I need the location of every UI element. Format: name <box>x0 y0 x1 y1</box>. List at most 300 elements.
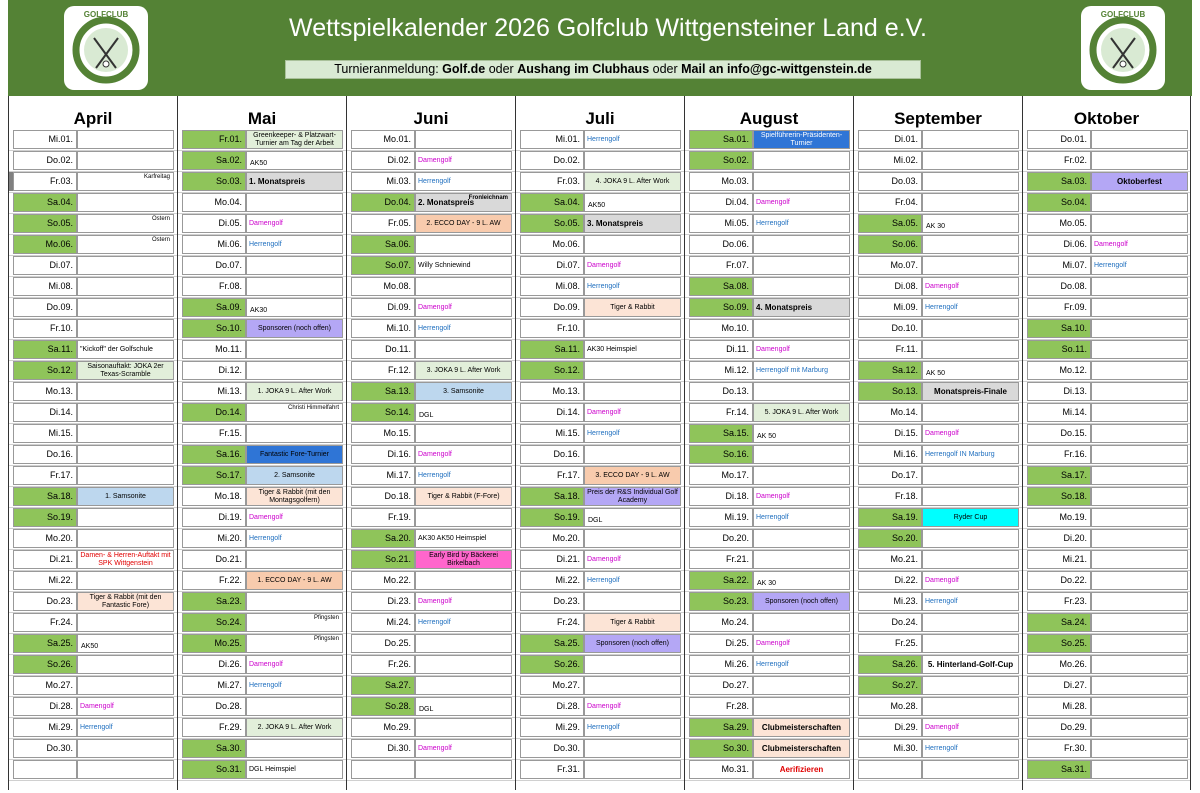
day-cell: Mi.26. <box>689 655 753 674</box>
logo-text: GOLFCLUB <box>83 10 129 19</box>
day-cell: Mi.05. <box>689 214 753 233</box>
event-cell <box>77 256 174 275</box>
event-cell <box>77 571 174 590</box>
day-cell: Fr.05. <box>351 214 415 233</box>
registration-info <box>285 60 921 79</box>
day-cell: Do.21. <box>182 550 246 569</box>
day-cell: Do.17. <box>858 466 922 485</box>
event-cell <box>922 760 1019 779</box>
day-cell: Mo.27. <box>13 676 77 695</box>
event-cell <box>753 676 850 695</box>
event-cell <box>415 529 512 548</box>
day-cell: Fr.29. <box>182 718 246 737</box>
event-cell <box>922 550 1019 569</box>
event-label: Saisonauftakt: JOKA 2er Texas-Scramble <box>87 362 164 378</box>
event-cell <box>246 760 343 779</box>
event-cell <box>415 655 512 674</box>
event-cell <box>246 655 343 674</box>
event-label: 1. Monatspreis <box>249 176 306 186</box>
registration-part: Aushang im Clubhaus <box>517 62 650 76</box>
event-cell <box>1091 193 1188 212</box>
day-cell: Mo.20. <box>520 529 584 548</box>
event-label: 5. Hinterland-Golf-Cup <box>927 659 1014 669</box>
event-label: Damengolf <box>418 597 452 605</box>
event-label: 4. Monatspreis <box>756 302 813 312</box>
event-cell <box>1091 256 1188 275</box>
day-cell: Sa.10. <box>1027 319 1091 338</box>
team-label: AK 50 <box>926 370 946 377</box>
day-cell: Fr.23. <box>1027 592 1091 611</box>
event-cell <box>246 571 343 590</box>
day-cell: So.11. <box>1027 340 1091 359</box>
day-cell: Mo.04. <box>182 193 246 212</box>
day-cell: Di.15. <box>858 424 922 443</box>
event-cell <box>922 382 1019 401</box>
day-cell: Sa.03. <box>1027 172 1091 191</box>
event-cell <box>922 697 1019 716</box>
event-cell <box>77 718 174 737</box>
event-label: Tiger & Rabbit (mit den Fantastic Fore) <box>89 593 162 609</box>
day-cell: Sa.27. <box>351 676 415 695</box>
event-cell <box>922 571 1019 590</box>
event-label: Damengolf <box>587 555 621 563</box>
day-cell: So.27. <box>858 676 922 695</box>
event-cell <box>753 655 850 674</box>
event-cell <box>77 655 174 674</box>
day-cell: Di.02. <box>351 151 415 170</box>
day-cell: Fr.10. <box>520 319 584 338</box>
month-column-april <box>8 96 177 790</box>
event-cell <box>246 256 343 275</box>
day-cell: So.03. <box>182 172 246 191</box>
day-cell: Mi.06. <box>182 235 246 254</box>
event-label: Tiger & Rabbit <box>610 618 655 626</box>
event-label: 1. Samsonite <box>105 492 146 500</box>
day-cell: So.19. <box>520 508 584 527</box>
day-cell: Sa.16. <box>182 445 246 464</box>
day-cell: Mo.01. <box>351 130 415 149</box>
event-cell <box>922 235 1019 254</box>
day-cell: Fr.14. <box>689 403 753 422</box>
registration-part: Golf.de <box>442 62 486 76</box>
event-label: Tiger & Rabbit <box>610 303 655 311</box>
event-cell <box>77 424 174 443</box>
day-cell: Sa.30. <box>182 739 246 758</box>
event-label: 2. JOKA 9 L. After Work <box>257 723 332 731</box>
day-cell: Mi.15. <box>520 424 584 443</box>
event-label: AK30 AK50 Heimspiel <box>418 534 487 542</box>
event-cell <box>1091 571 1188 590</box>
holiday-label: Pfingsten <box>313 615 339 621</box>
day-cell: Mi.01. <box>520 130 584 149</box>
event-cell <box>415 235 512 254</box>
event-cell <box>1091 676 1188 695</box>
day-cell: Mi.13. <box>182 382 246 401</box>
day-cell: So.26. <box>520 655 584 674</box>
day-cell: Mi.22. <box>520 571 584 590</box>
event-cell <box>1091 739 1188 758</box>
event-cell <box>922 739 1019 758</box>
event-cell <box>1091 361 1188 380</box>
event-cell <box>753 760 850 779</box>
event-cell <box>1091 508 1188 527</box>
event-cell <box>753 550 850 569</box>
event-label: Sponsoren (noch offen) <box>595 639 670 647</box>
event-label: Herrengolf mit Marburg <box>756 366 828 374</box>
day-cell: Di.28. <box>13 697 77 716</box>
event-cell <box>584 403 681 422</box>
event-cell <box>246 697 343 716</box>
event-cell <box>246 214 343 233</box>
event-label: 2. ECCO DAY - 9 L. AW <box>426 219 501 227</box>
day-cell: Mo.18. <box>182 487 246 506</box>
day-cell: So.05. <box>520 214 584 233</box>
event-cell <box>753 466 850 485</box>
event-cell <box>584 760 681 779</box>
event-label: Damengolf <box>587 261 621 269</box>
row-divider <box>347 780 515 781</box>
event-cell <box>77 613 174 632</box>
day-cell: Mo.10. <box>689 319 753 338</box>
event-label: Oktoberfest <box>1117 176 1162 186</box>
event-label: Damengolf <box>587 408 621 416</box>
day-cell: So.14. <box>351 403 415 422</box>
event-cell <box>77 151 174 170</box>
holiday-label: Fronleichnam <box>468 195 508 201</box>
title-banner <box>8 0 1192 96</box>
event-cell <box>77 172 174 191</box>
day-cell: Mo.24. <box>689 613 753 632</box>
event-cell <box>584 613 681 632</box>
day-cell: Fr.12. <box>351 361 415 380</box>
event-cell <box>922 193 1019 212</box>
day-cell: Do.11. <box>351 340 415 359</box>
day-cell: Di.13. <box>1027 382 1091 401</box>
event-cell <box>246 319 343 338</box>
event-cell <box>246 613 343 632</box>
day-cell: Fr.26. <box>351 655 415 674</box>
event-label: Damen- & Herren-Auftakt mit SPK Wittgenstein <box>80 551 171 567</box>
event-cell <box>415 487 512 506</box>
event-cell <box>1091 235 1188 254</box>
event-cell <box>922 256 1019 275</box>
row-divider <box>178 780 346 781</box>
event-cell <box>753 445 850 464</box>
day-cell: Fr.15. <box>182 424 246 443</box>
event-label: 3. Samsonite <box>443 387 484 395</box>
registration-part: Turnieranmeldung: <box>334 62 443 76</box>
event-cell <box>922 487 1019 506</box>
event-cell <box>922 172 1019 191</box>
event-cell <box>922 277 1019 296</box>
event-cell <box>753 571 850 590</box>
event-cell <box>77 298 174 317</box>
day-cell: Do.30. <box>520 739 584 758</box>
day-cell <box>351 760 415 779</box>
event-cell <box>415 151 512 170</box>
event-cell <box>77 130 174 149</box>
day-cell: Mi.16. <box>858 445 922 464</box>
event-label: Herrengolf <box>587 282 620 290</box>
day-cell: Do.13. <box>689 382 753 401</box>
day-cell: Do.07. <box>182 256 246 275</box>
event-cell <box>77 403 174 422</box>
event-cell <box>415 340 512 359</box>
event-cell <box>1091 172 1188 191</box>
day-cell: Sa.17. <box>1027 466 1091 485</box>
event-cell <box>1091 298 1188 317</box>
day-cell: Di.26. <box>182 655 246 674</box>
page-title: Wettspielkalender 2026 Golfclub Wittgensteiner Land e.V. <box>289 14 927 42</box>
team-label: DGL <box>419 412 434 419</box>
day-cell: So.13. <box>858 382 922 401</box>
event-cell <box>922 529 1019 548</box>
month-header: Oktober <box>1073 109 1140 128</box>
event-cell <box>753 487 850 506</box>
day-cell: Di.27. <box>1027 676 1091 695</box>
event-cell <box>922 403 1019 422</box>
event-label: Herrengolf <box>925 744 958 752</box>
event-label: Damengolf <box>756 492 790 500</box>
event-label: Spielführerin-Präsidenten-Turnier <box>760 131 843 147</box>
event-cell <box>1091 445 1188 464</box>
event-cell <box>584 676 681 695</box>
holiday-label: Ostern <box>151 237 170 243</box>
day-cell: Mo.15. <box>351 424 415 443</box>
day-cell: Di.18. <box>689 487 753 506</box>
day-cell: Mo.07. <box>858 256 922 275</box>
holiday-label: Ostern <box>151 216 170 222</box>
event-cell <box>246 487 343 506</box>
event-label: Clubmeisterschaften <box>761 722 842 732</box>
event-cell <box>584 130 681 149</box>
event-cell <box>584 718 681 737</box>
day-cell: Do.14. <box>182 403 246 422</box>
day-cell: Do.30. <box>13 739 77 758</box>
event-cell <box>246 361 343 380</box>
day-cell: Di.04. <box>689 193 753 212</box>
event-cell <box>753 319 850 338</box>
day-cell: Mi.02. <box>858 151 922 170</box>
event-cell <box>1091 319 1188 338</box>
day-cell: Sa.04. <box>520 193 584 212</box>
day-cell: Do.29. <box>1027 718 1091 737</box>
event-label: Damengolf <box>249 219 283 227</box>
event-cell <box>415 172 512 191</box>
event-label: "Kickoff" der Golfschule <box>80 345 153 353</box>
day-cell: Sa.31. <box>1027 760 1091 779</box>
day-cell: Mi.21. <box>1027 550 1091 569</box>
day-cell: Di.14. <box>520 403 584 422</box>
day-cell: Mi.27. <box>182 676 246 695</box>
event-cell <box>753 382 850 401</box>
event-cell <box>415 550 512 569</box>
event-cell <box>584 466 681 485</box>
day-cell <box>858 760 922 779</box>
day-cell: Sa.19. <box>858 508 922 527</box>
day-cell: Mi.07. <box>1027 256 1091 275</box>
day-cell: Di.05. <box>182 214 246 233</box>
event-cell <box>753 151 850 170</box>
event-cell <box>1091 592 1188 611</box>
day-cell: Do.09. <box>520 298 584 317</box>
day-cell: Di.19. <box>182 508 246 527</box>
event-label: Greenkeeper- & Platzwart-Turnier am Tag der Arbeit <box>253 131 336 147</box>
day-cell: Sa.15. <box>689 424 753 443</box>
event-label: 1. JOKA 9 L. After Work <box>257 387 332 395</box>
day-cell: Mi.20. <box>182 529 246 548</box>
day-cell: Mi.15. <box>13 424 77 443</box>
event-cell <box>415 676 512 695</box>
event-cell <box>584 508 681 527</box>
event-cell <box>246 634 343 653</box>
event-label: Damengolf <box>756 198 790 206</box>
event-label: Damengolf <box>418 450 452 458</box>
event-cell <box>753 697 850 716</box>
day-cell: Mo.28. <box>858 697 922 716</box>
event-label: Herrengolf <box>1094 261 1127 269</box>
event-cell <box>584 256 681 275</box>
event-cell <box>922 676 1019 695</box>
day-cell: Sa.08. <box>689 277 753 296</box>
event-label: Willy Schniewind <box>418 261 471 269</box>
event-cell <box>415 193 512 212</box>
event-cell <box>922 151 1019 170</box>
event-label: Damengolf <box>418 303 452 311</box>
event-cell <box>1091 382 1188 401</box>
day-cell: So.09. <box>689 298 753 317</box>
day-cell: Mi.17. <box>351 466 415 485</box>
event-cell <box>584 340 681 359</box>
day-cell <box>13 760 77 779</box>
event-cell <box>415 571 512 590</box>
day-cell: So.19. <box>13 508 77 527</box>
event-cell <box>77 697 174 716</box>
event-cell <box>77 550 174 569</box>
day-cell: Do.09. <box>13 298 77 317</box>
event-cell <box>922 361 1019 380</box>
event-cell <box>584 487 681 506</box>
day-cell: Mo.14. <box>858 403 922 422</box>
day-cell: Fr.07. <box>689 256 753 275</box>
day-cell: Mi.03. <box>351 172 415 191</box>
team-label: AK30 <box>250 307 268 314</box>
event-cell <box>77 529 174 548</box>
day-cell: Mi.12. <box>689 361 753 380</box>
event-cell <box>1091 760 1188 779</box>
day-cell: Do.10. <box>858 319 922 338</box>
event-cell <box>246 739 343 758</box>
team-label: DGL <box>419 706 434 713</box>
month-column-mai <box>177 96 346 790</box>
event-cell <box>922 298 1019 317</box>
event-cell <box>1091 613 1188 632</box>
day-cell: Fr.18. <box>858 487 922 506</box>
event-label: Damengolf <box>80 702 114 710</box>
event-label: Aerifizieren <box>779 764 824 774</box>
event-cell <box>922 592 1019 611</box>
event-cell <box>1091 130 1188 149</box>
day-cell: Fr.02. <box>1027 151 1091 170</box>
day-cell: Di.28. <box>520 697 584 716</box>
day-cell: Fr.31. <box>520 760 584 779</box>
day-cell: Fr.08. <box>182 277 246 296</box>
day-cell: Do.24. <box>858 613 922 632</box>
day-cell: Mo.25. <box>182 634 246 653</box>
day-cell: Di.07. <box>520 256 584 275</box>
event-cell <box>1091 340 1188 359</box>
event-label: Damengolf <box>587 702 621 710</box>
day-cell: Sa.09. <box>182 298 246 317</box>
day-cell: Di.22. <box>858 571 922 590</box>
event-label: Herrengolf <box>587 135 620 143</box>
event-cell <box>77 487 174 506</box>
day-cell: Mi.01. <box>13 130 77 149</box>
row-divider <box>516 780 684 781</box>
event-label: Herrengolf IN Marburg <box>925 450 995 458</box>
event-label: Herrengolf <box>418 177 451 185</box>
day-cell: So.23. <box>689 592 753 611</box>
day-cell: Do.04. <box>351 193 415 212</box>
event-cell <box>753 298 850 317</box>
event-cell <box>77 361 174 380</box>
event-label: Herrengolf <box>925 597 958 605</box>
event-cell <box>415 214 512 233</box>
day-cell: Mo.13. <box>13 382 77 401</box>
event-cell <box>1091 151 1188 170</box>
day-cell: Di.21. <box>520 550 584 569</box>
event-label: Damengolf <box>756 345 790 353</box>
registration-part: oder <box>649 62 682 76</box>
event-cell <box>77 277 174 296</box>
holiday-label: Karfreitag <box>143 174 170 180</box>
day-cell: Di.30. <box>351 739 415 758</box>
event-cell <box>415 697 512 716</box>
day-cell: Do.23. <box>13 592 77 611</box>
day-cell: Mo.06. <box>13 235 77 254</box>
event-cell <box>1091 487 1188 506</box>
event-cell <box>77 634 174 653</box>
team-label: AK 30 <box>757 580 777 587</box>
event-cell <box>584 319 681 338</box>
event-label: Preis der R&S Individual Golf Academy <box>587 488 678 504</box>
day-cell: Fr.24. <box>520 613 584 632</box>
team-label: AK50 <box>588 202 606 209</box>
event-cell <box>753 592 850 611</box>
day-cell: Mi.30. <box>858 739 922 758</box>
row-divider <box>1023 780 1190 781</box>
event-cell <box>584 697 681 716</box>
day-cell: Di.23. <box>351 592 415 611</box>
day-cell: Fr.16. <box>1027 445 1091 464</box>
day-cell: Mo.26. <box>1027 655 1091 674</box>
event-label: Fantastic Fore-Turnier <box>260 450 329 458</box>
event-cell <box>922 508 1019 527</box>
day-cell: Fr.28. <box>689 697 753 716</box>
day-cell: Fr.03. <box>520 172 584 191</box>
event-label: Herrengolf <box>587 429 620 437</box>
month-column-juli <box>515 96 684 790</box>
event-label: Clubmeisterschaften <box>761 743 842 753</box>
row-divider <box>854 780 1022 781</box>
day-cell: Fr.19. <box>351 508 415 527</box>
event-label: Herrengolf <box>925 303 958 311</box>
day-cell: Fr.21. <box>689 550 753 569</box>
event-cell <box>415 592 512 611</box>
event-cell <box>246 424 343 443</box>
event-label: Herrengolf <box>756 513 789 521</box>
event-cell <box>1091 424 1188 443</box>
